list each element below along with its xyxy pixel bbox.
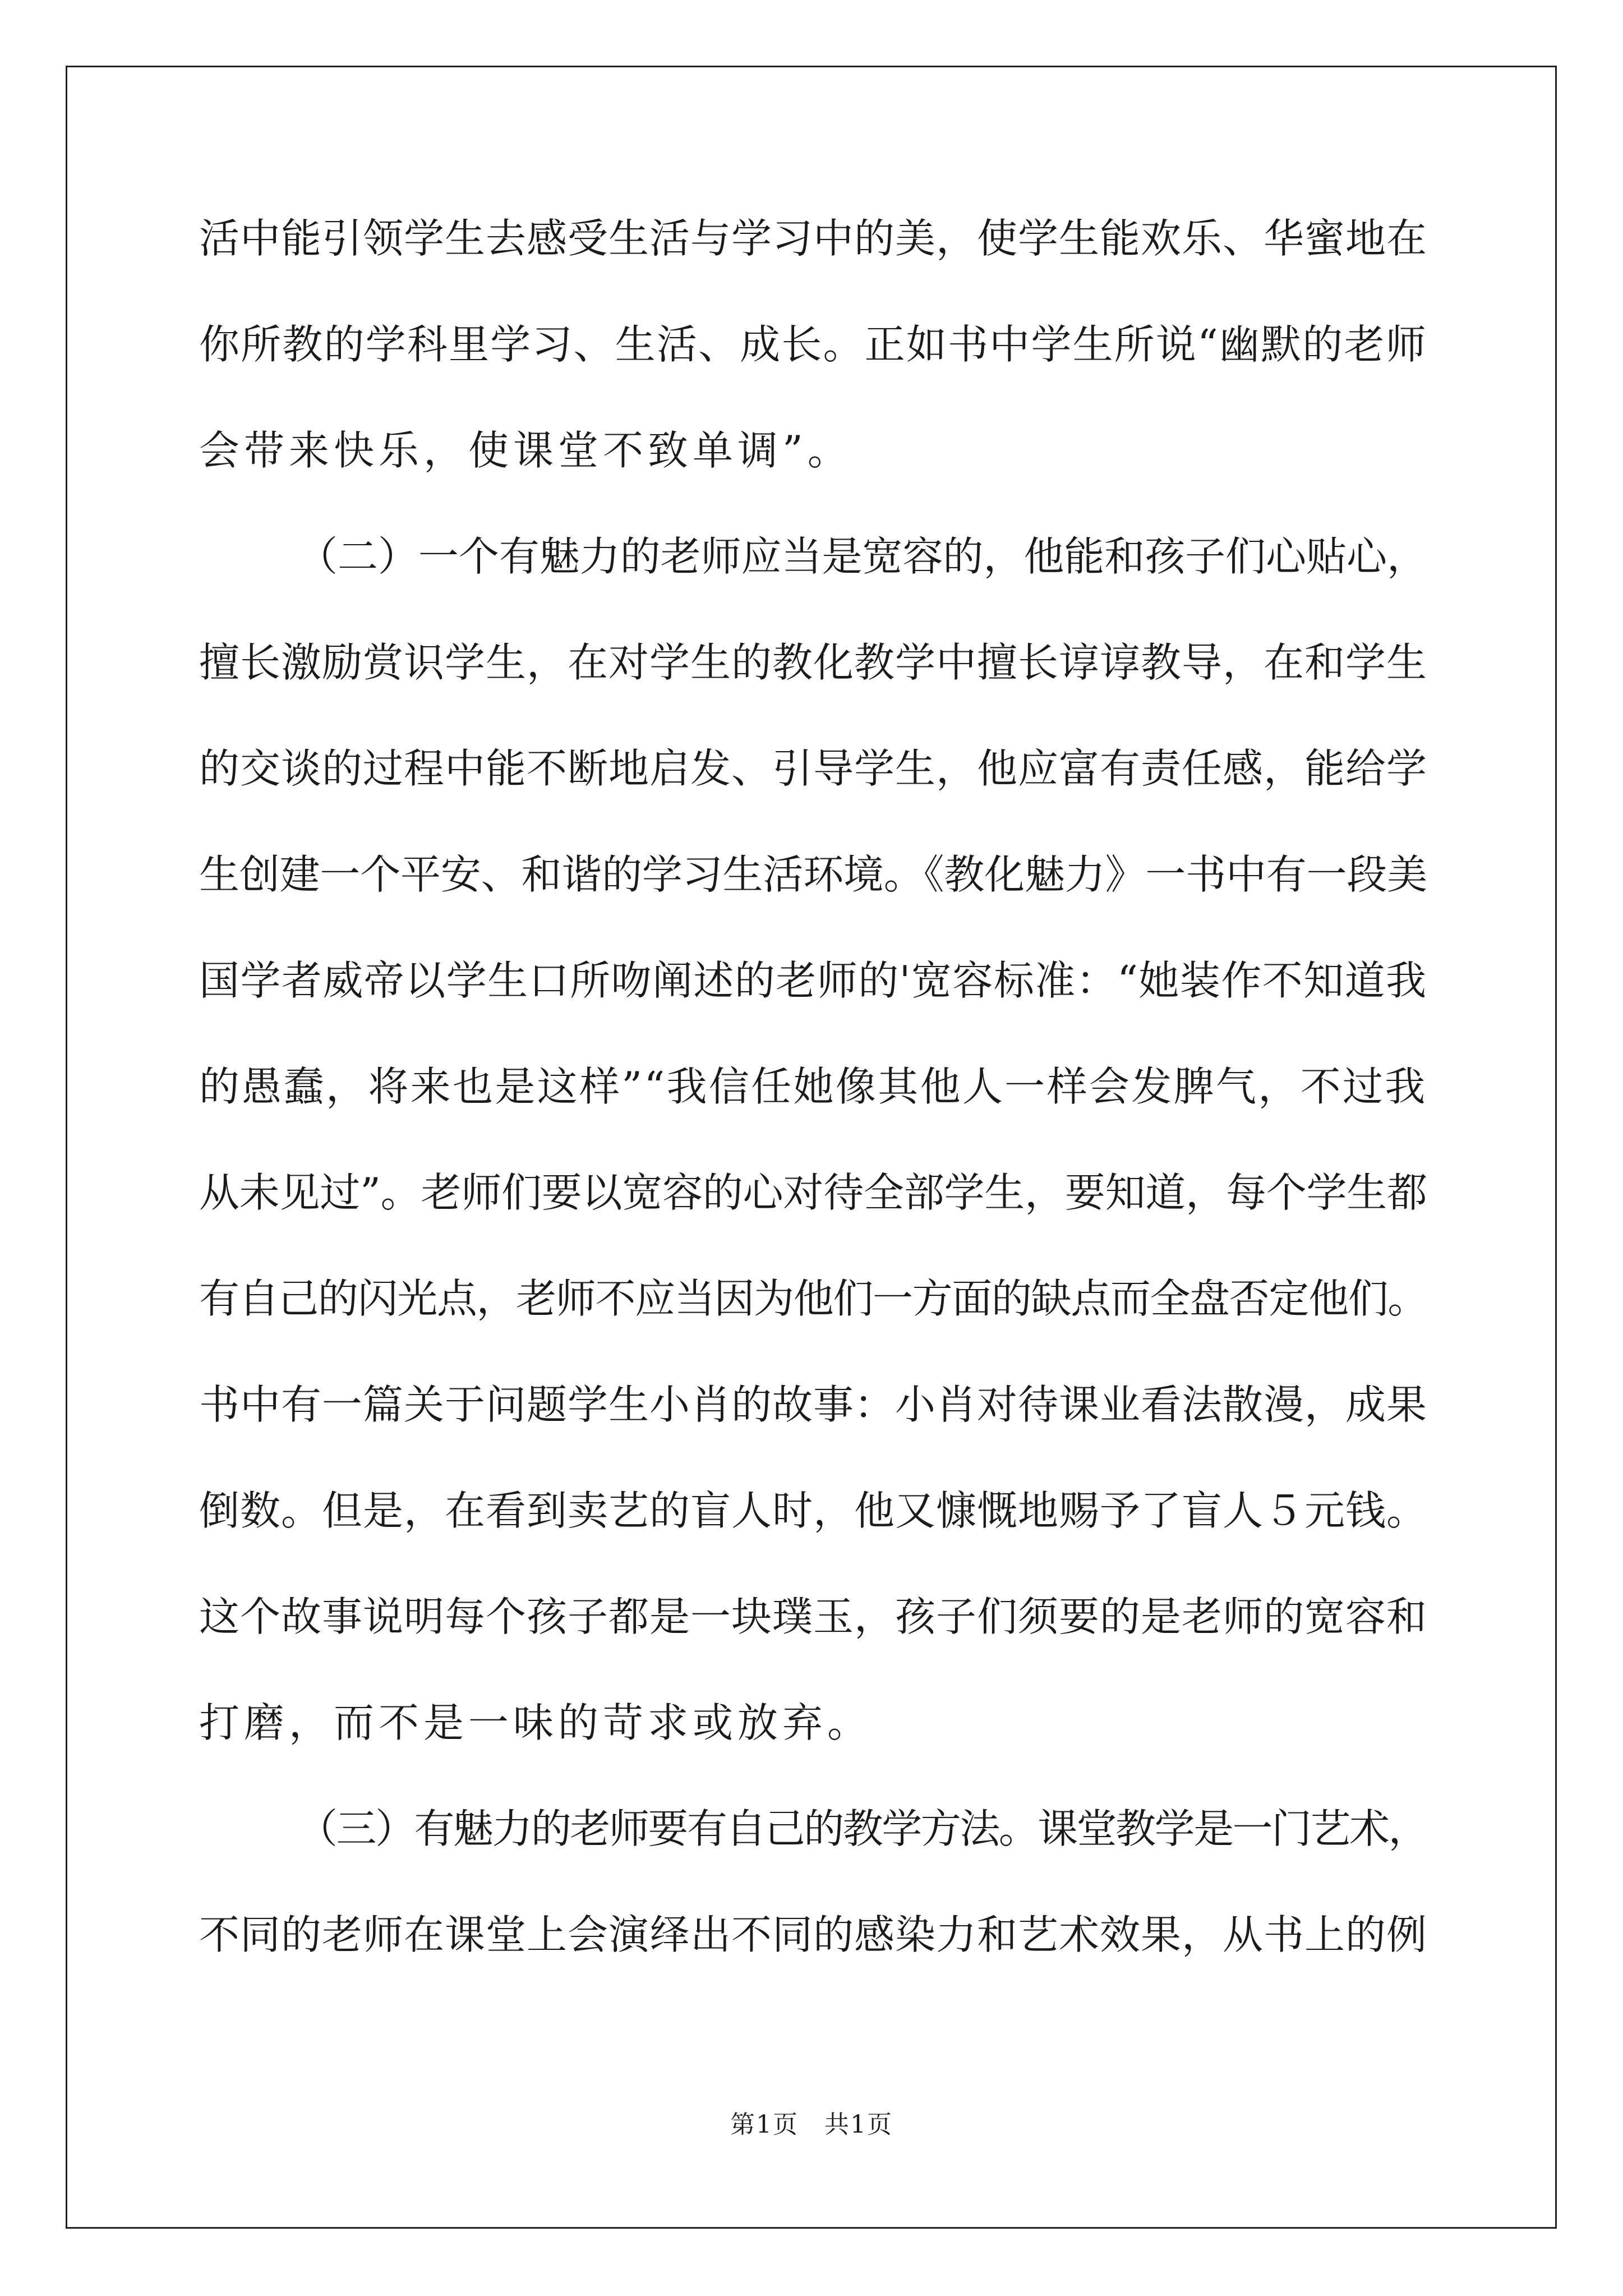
text-line: 会带来快乐，使课堂不致单调”。	[199, 427, 852, 474]
text-line: 这个故事说明每个孩子都是一块璞玉，孩子们须要的是老师的宽容和	[199, 1593, 1428, 1640]
text-line: （三）有魅力的老师要有自己的教学方法。课堂教学是一门艺术，	[297, 1805, 1428, 1852]
text-line: （二）一个有魅力的老师应当是宽容的，他能和孩子们心贴心，	[297, 533, 1428, 580]
page-footer: 第1页 共1页	[730, 2110, 893, 2139]
text-line: 倒数。但是，在看到卖艺的盲人时，他又慷慨地赐予了盲人５元钱。	[199, 1487, 1428, 1534]
text-line: 的交谈的过程中能不断地启发、引导学生，他应富有责任感，能给学	[199, 745, 1428, 792]
text-line: 国学者威帝以学生口所吻阐述的老师的'宽容标准：“她装作不知道我	[199, 957, 1427, 1004]
text-line: 擅长激励赏识学生，在对学生的教化教学中擅长谆谆教导，在和学生	[199, 639, 1428, 686]
text-line: 你所教的学科里学习、生活、成长。正如书中学生所说“幽默的老师	[199, 321, 1427, 368]
text-line: 有自己的闪光点，老师不应当因为他们一方面的缺点而全盘否定他们。	[199, 1275, 1428, 1322]
text-line: 的愚蠢，将来也是这样”“我信任她像其他人一样会发脾气，不过我	[199, 1063, 1427, 1110]
text-line: 活中能引领学生去感受生活与学习中的美，使学生能欢乐、华蜜地在	[199, 215, 1428, 262]
text-line: 从未见过”。老师们要以宽容的心对待全部学生，要知道，每个学生都	[199, 1169, 1427, 1216]
text-line: 生创建一个平安、和谐的学习生活环境。《教化魅力》一书中有一段美	[199, 851, 1428, 898]
document-body	[199, 213, 1427, 2016]
text-line: 书中有一篇关于问题学生小肖的故事：小肖对待课业看法散漫，成果	[199, 1381, 1428, 1428]
text-line: 打磨，而不是一味的苛求或放弃。	[199, 1699, 873, 1746]
text-line: 不同的老师在课堂上会演绎出不同的感染力和艺术效果，从书上的例	[199, 1911, 1428, 1958]
